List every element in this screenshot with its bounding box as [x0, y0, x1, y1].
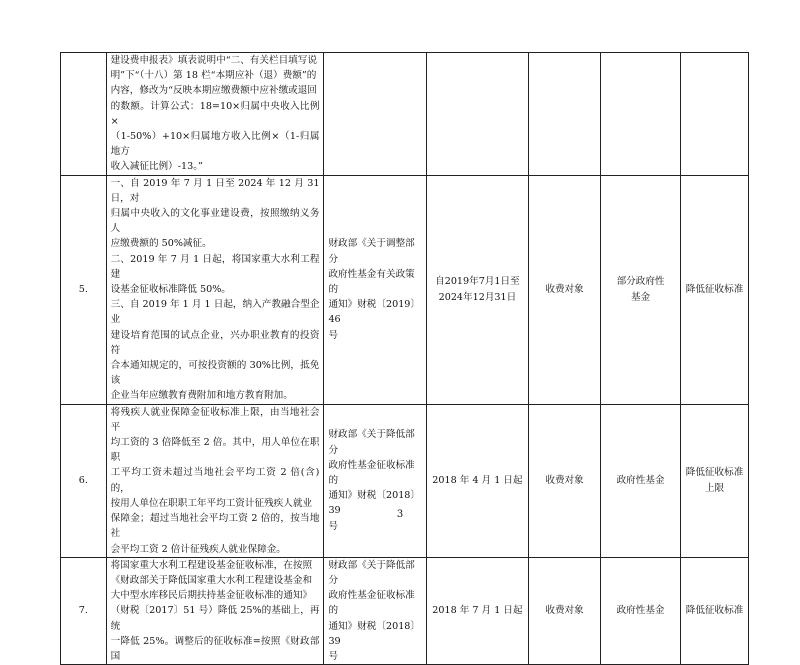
- policy-table: [60, 52, 749, 665]
- basis-line: 号: [328, 650, 339, 662]
- page-number: 3: [396, 509, 404, 520]
- basis-line: 财政部《关于降低部分: [328, 429, 415, 456]
- fee-type-cell: [601, 175, 681, 404]
- method-line: 降低征收标准: [685, 605, 744, 617]
- policy-content-cell: [106, 53, 324, 176]
- reduction-method-cell: [681, 53, 749, 176]
- content-line: 工平均工资未超过当地社会平均工资 2 倍(含)的，: [110, 467, 320, 494]
- fee-type-cell: [601, 557, 681, 664]
- date-line: 2024年12月31日: [438, 291, 517, 303]
- basis-line: 通知》财税〔2018〕39: [328, 490, 421, 517]
- fee-type-cell: [601, 53, 681, 176]
- content-line: 的数额。计算公式：18=10×归属中央收入比例×: [110, 100, 320, 127]
- content-line: （财税〔2017〕51 号）降低 25%的基础上，再统: [110, 605, 320, 632]
- target-object-cell: 收费对象: [529, 557, 601, 664]
- basis-line: 号: [328, 520, 339, 532]
- policy-content-cell: [106, 175, 324, 404]
- content-line: 企业当年应缴教育费附加和地方教育附加。: [110, 390, 293, 402]
- type-line: 部分政府性: [616, 276, 665, 288]
- basis-line: 政府性基金征收标准的: [328, 590, 415, 617]
- content-line: 设基金征收标准降低 50%。: [110, 284, 231, 296]
- content-line: 会平均工资 2 倍计征残疾人就业保障金。: [110, 543, 286, 555]
- content-line: 建设费申报表》填表说明中“二、有关栏目填写说: [110, 55, 317, 66]
- reduction-method-cell: [681, 404, 749, 557]
- type-line: 基金: [630, 291, 651, 303]
- effective-date-cell: [426, 557, 528, 664]
- content-line: 一、自 2019 年 7 月 1 日至 2024 年 12 月 31 日，对: [110, 177, 320, 204]
- content-line: 合本通知规定的，可按投资额的 30%比例，抵免该: [110, 360, 320, 387]
- content-line: 按用人单位在职职工年平均工资计征残疾人就业: [110, 497, 313, 509]
- table-row: [61, 557, 749, 664]
- policy-content-cell: [106, 557, 324, 664]
- target-object-cell: 收费对象: [529, 175, 601, 404]
- row-number-cell: 6.: [61, 404, 107, 557]
- content-line: 一降低 25%。调整后的征收标准=按照《财政部 国: [110, 635, 320, 662]
- type-line: 政府性基金: [616, 605, 665, 617]
- content-line: 二、2019 年 7 月 1 日起，将国家重大水利工程建: [110, 253, 320, 280]
- basis-line: 通知》财税〔2019〕46: [328, 299, 421, 326]
- content-line: 建设培育范围的试点企业，兴办职业教育的投资符: [110, 329, 320, 356]
- basis-line: 政府性基金征收标准的: [328, 459, 415, 487]
- effective-date-cell: [426, 53, 528, 176]
- content-line: 明”下“（十八）第 18 栏“本期应补（退）费额”的: [110, 70, 317, 82]
- row-number-cell: 5.: [61, 175, 107, 404]
- content-line: 《财政部关于降低国家重大水利工程建设基金和: [110, 574, 313, 586]
- basis-line: 政府性基金有关政策的: [328, 268, 415, 296]
- date-line: 2018 年 7 月 1 日起: [432, 605, 523, 617]
- effective-date-cell: [426, 404, 528, 557]
- basis-line: 财政部《关于调整部分: [328, 238, 415, 265]
- basis-line: 号: [328, 329, 339, 341]
- row-number-cell: 7.: [61, 557, 107, 664]
- fee-type-cell: [601, 404, 681, 557]
- reduction-method-cell: [681, 175, 749, 404]
- content-line: 内容，修改为“反映本期应缴费额中应补缴或退回: [110, 85, 317, 97]
- content-line: 归属中央收入的文化事业建设费，按照缴纳义务人: [110, 208, 320, 235]
- policy-basis-cell: [324, 404, 426, 557]
- policy-basis-cell: [324, 53, 426, 176]
- method-line: 上限: [704, 482, 725, 494]
- content-line: 收入减征比例）-13。”: [110, 161, 203, 173]
- content-line: 将残疾人就业保障金征收标准上限，由当地社会平: [110, 406, 320, 433]
- policy-basis-cell: [324, 557, 426, 664]
- row-number-cell: [61, 53, 107, 176]
- basis-line: 通知》财税〔2018〕39: [328, 620, 421, 647]
- reduction-method-cell: [681, 557, 749, 664]
- method-line: 降低征收标准: [685, 284, 744, 296]
- basis-line: 财政部《关于降低部分: [328, 559, 415, 586]
- date-line: 自2019年7月1日至: [435, 276, 520, 288]
- target-object-cell: [529, 53, 601, 176]
- table-row: [61, 175, 749, 404]
- content-line: （1-50%）+10×归属地方收入比例×（1-归属地方: [110, 131, 320, 158]
- content-line: 三、自 2019 年 1 月 1 日起，纳入产教融合型企业: [110, 299, 320, 326]
- effective-date-cell: [426, 175, 528, 404]
- type-line: 政府性基金: [616, 475, 665, 487]
- content-line: 将国家重大水利工程建设基金征收标准，在按照: [110, 559, 313, 571]
- content-line: 保障金；超过当地社会平均工资 2 倍的，按当地社: [110, 513, 320, 540]
- date-line: 2018 年 4 月 1 日起: [432, 475, 523, 487]
- target-object-cell: 收费对象: [529, 404, 601, 557]
- content-line: 应缴费额的 50%减征。: [110, 238, 212, 250]
- policy-basis-cell: [324, 175, 426, 404]
- table-row: [61, 53, 749, 176]
- content-line: 大中型水库移民后期扶持基金征收标准的通知》: [110, 590, 313, 602]
- content-line: 均工资的 3 倍降低至 2 倍。其中，用人单位在职职: [110, 437, 320, 464]
- table-row: [61, 404, 749, 557]
- policy-content-cell: [106, 404, 324, 557]
- method-line: 降低征收标准: [685, 467, 744, 479]
